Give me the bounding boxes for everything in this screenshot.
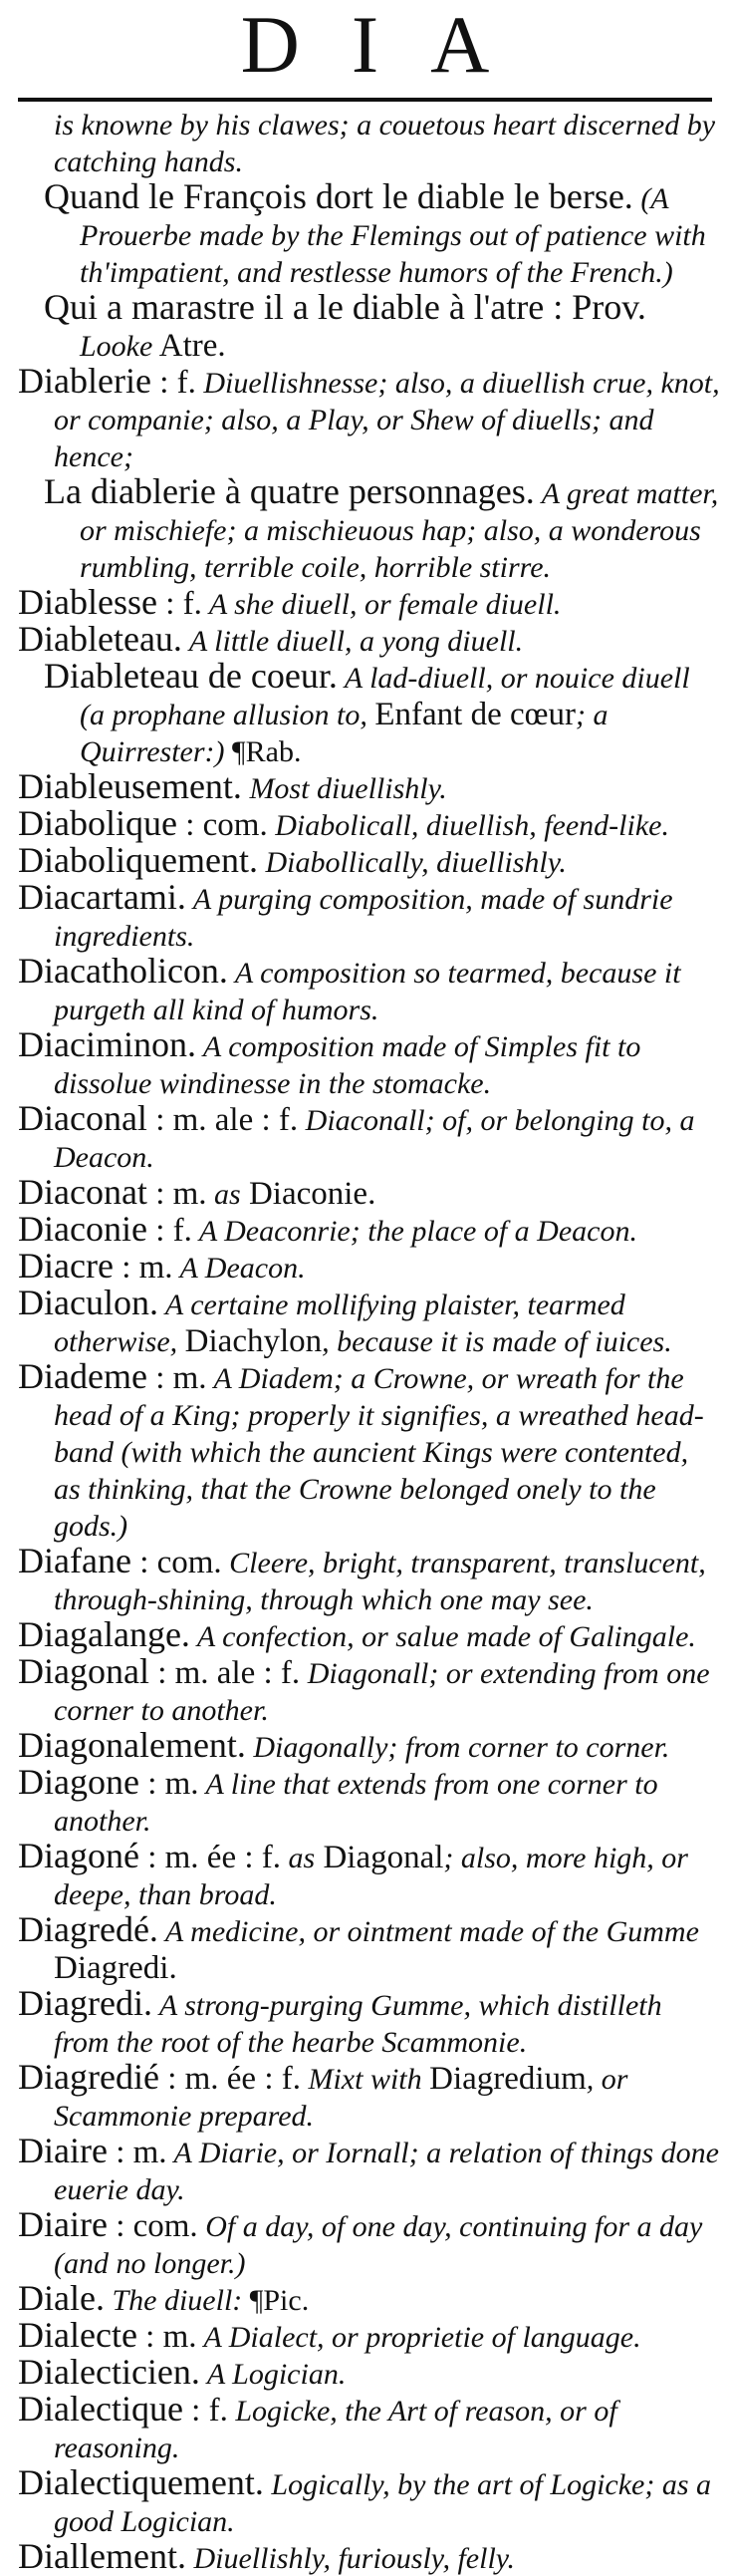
headword: Dialecticien. <box>18 2352 200 2392</box>
dictionary-entry <box>18 2536 720 2576</box>
page-header: DIA <box>240 0 542 90</box>
dictionary-entry <box>18 1541 720 1617</box>
headword: Diagredié <box>18 2057 159 2097</box>
definition-text-continued: ; also, more high, or deepe, than broad. <box>54 1842 688 1911</box>
headword: Diaciminon. <box>18 1024 196 1064</box>
headword: Diableusement. <box>18 766 242 806</box>
definition-text: A medicine, or ointment made of the Gumme <box>157 1915 699 1948</box>
headword: Diablerie <box>18 361 151 401</box>
grammar-label: : m. <box>107 2135 167 2170</box>
definition-text: A Logician. <box>199 2358 347 2391</box>
continuation-entry <box>18 106 720 179</box>
dictionary-entry <box>18 840 720 880</box>
definition-text: A Dialect, or proprietie of language. <box>196 2321 641 2354</box>
grammar-label: : f. <box>146 1213 192 1249</box>
headword: Diagoné <box>18 1836 139 1875</box>
definition-text: Looke <box>80 330 153 363</box>
dictionary-entry <box>18 1356 720 1544</box>
sub-entry <box>18 656 720 769</box>
definition-text: A strong-purging Gumme, which distilleth from the root of the hearbe Scammonie. <box>54 1989 662 2059</box>
grammar-label: : com. <box>176 807 268 843</box>
headword: Diagonal <box>18 1651 149 1691</box>
definition-text: A Deaconrie; the place of a Deacon. <box>191 1215 637 1248</box>
sub-entry <box>18 176 720 290</box>
definition-text: A composition so tearmed, because it purgeth all kind of humors. <box>54 957 681 1026</box>
definition-text: as <box>206 1178 241 1211</box>
headword: Diableteau de coeur. <box>44 656 338 696</box>
definition-text: A line that extends from one corner to another. <box>54 1768 658 1838</box>
grammar-label: : f. <box>182 2393 228 2429</box>
headword: Diacre <box>18 1246 114 1286</box>
grammar-label: : m. <box>113 1250 173 1286</box>
grammar-label: : m. <box>146 1176 207 1212</box>
headword: Diaculon. <box>18 1283 158 1322</box>
grammar-label: : com. <box>107 2208 198 2244</box>
dictionary-entry <box>18 1909 720 1986</box>
grammar-label: : m. <box>136 2319 197 2355</box>
definition-text: Diaconall; of, or belonging to, a Deacon. <box>54 1104 695 1174</box>
dictionary-entry <box>18 1614 720 1654</box>
dictionary-entry <box>18 1172 720 1212</box>
definition-text: A great matter, or mischiefe; a mischieuous hap; also, a wonderous rumbling, terrible coile, horrible stirre. <box>80 477 719 584</box>
grammar-label: : f. <box>150 365 196 401</box>
dictionary-entry <box>18 1836 720 1912</box>
headword: Diablesse <box>18 582 157 622</box>
cross-reference: Diagonal <box>315 1840 444 1875</box>
definition-text: A Diadem; a Crowne, or wreath for the head of a King; properly it signifies, a wreathed head-band (with which the auncient Kings were contented, as thinking, that the Crowne belonged onely to the gods.) <box>54 1362 704 1543</box>
definition-text: as <box>281 1842 316 1874</box>
cross-reference: Atre. <box>152 328 226 364</box>
definition-text: A Deacon. <box>172 1252 306 1285</box>
definition-text: Diabolicall, diuellish, feend-like. <box>267 809 669 842</box>
dictionary-entries <box>0 102 730 2576</box>
headword: Diallement. <box>18 2536 186 2576</box>
headword: Diaire <box>18 2131 108 2170</box>
grammar-label: : m. <box>146 1360 207 1396</box>
headword: Diafane <box>18 1541 131 1580</box>
headword: Diableteau. <box>18 619 182 659</box>
dictionary-entry <box>18 766 720 806</box>
grammar-label: : m. ale : f. <box>148 1655 301 1691</box>
cross-reference: Enfant de cœur <box>374 697 576 732</box>
definition-text: A Diarie, or Iornall; a relation of things done euerie day. <box>54 2137 719 2206</box>
headword: Diagonalement. <box>18 1725 246 1765</box>
definition-text: A lad-diuell, or nouice diuell (a prophane allusion to, <box>80 662 690 731</box>
dictionary-entry <box>18 1098 720 1175</box>
headword: Diaboliquement. <box>18 840 258 880</box>
grammar-label: : com. <box>130 1545 222 1580</box>
cross-reference: Diagredi. <box>54 1950 177 1986</box>
headword: Diabolique <box>18 803 177 843</box>
definition-text: A purging composition, made of sundrie ingredients. <box>54 883 673 953</box>
dictionary-entry <box>18 1983 720 2060</box>
definition-text: Cleere, bright, transparent, translucent, through-shining, through which one may see. <box>54 1547 706 1616</box>
dictionary-entry <box>18 1283 720 1359</box>
dictionary-entry <box>18 2352 720 2392</box>
headword: Diale. <box>18 2278 105 2318</box>
dictionary-entry <box>18 619 720 659</box>
definition-text: The diuell: <box>104 2284 243 2317</box>
definition-text: Logicke, the Art of reason, or of reasoning. <box>54 2395 617 2464</box>
definition-text: A certaine mollifying plaister, tearmed otherwise, <box>54 1288 625 1358</box>
dictionary-entry <box>18 1209 720 1249</box>
definition-text: A she diuell, or female diuell. <box>201 588 562 621</box>
definition-text: Of a day, of one day, continuing for a day (and no longer.) <box>54 2210 703 2280</box>
definition-text: Diuellishnesse; also, a diuellish crue, knot, or companie; also, a Play, or Shew of diuells; and hence; <box>54 367 720 473</box>
definition-text: A composition made of Simples fit to dissolue windinesse in the stomacke. <box>54 1030 641 1100</box>
dictionary-entry <box>18 2204 720 2281</box>
grammar-label: : m. ale : f. <box>146 1102 299 1138</box>
dictionary-entry <box>18 1246 720 1286</box>
cross-reference: Diagredium <box>429 2061 587 2097</box>
dictionary-entry <box>18 2057 720 2134</box>
definition-text: Mixt with <box>300 2063 430 2096</box>
headword: Diaconal <box>18 1098 147 1138</box>
definition-text: Diabollically, diuellishly. <box>257 846 567 879</box>
definition-text: (A Prouerbe made by the Flemings out of patience with th'impatient, and restlesse humors of the French.) <box>80 182 706 289</box>
definition-text: Diagonally; from corner to corner. <box>245 1731 670 1764</box>
definition-text: Diagonall; or extending from one corner to another. <box>54 1657 710 1727</box>
definition-text-continued: , or Scammonie prepared. <box>54 2063 628 2133</box>
headword: Diacatholicon. <box>18 951 228 991</box>
definition-text-continued: , because it is made of iuices. <box>322 1325 672 1358</box>
headword: Dialectique <box>18 2389 183 2429</box>
sub-entry <box>18 287 720 364</box>
grammar-label: : m. ée : f. <box>158 2061 301 2097</box>
headword: Diademe <box>18 1356 147 1396</box>
dictionary-entry <box>18 2315 720 2355</box>
definition-text-continued: ; a Quirrester:) <box>80 699 608 768</box>
headword: Quand le François dort le diable le berse. <box>44 176 633 216</box>
sub-entry <box>18 471 720 585</box>
cross-reference: Diachylon <box>184 1323 323 1359</box>
grammar-label: : m. <box>138 1766 199 1802</box>
grammar-label: : m. ée : f. <box>138 1840 282 1875</box>
dictionary-entry <box>18 2131 720 2207</box>
source-mark: ¶Pic. <box>242 2284 310 2317</box>
headword: Diagredi. <box>18 1983 152 2023</box>
dictionary-entry <box>18 582 720 622</box>
definition-text: A confection, or salue made of Galingale. <box>189 1620 696 1653</box>
definition-text: is knowne by his clawes; a couetous heart discerned by catching hands. <box>54 109 716 178</box>
headword: Diacartami. <box>18 877 186 917</box>
definition-text: Diuellishly, furiously, felly. <box>185 2542 515 2575</box>
definition-text: Most diuellishly. <box>241 772 447 805</box>
dictionary-entry <box>18 951 720 1027</box>
headword: Qui a marastre il a le diable à l'atre : Prov. <box>44 287 646 327</box>
source-mark: ¶Rab. <box>224 735 302 768</box>
definition-text: A little diuell, a yong diuell. <box>181 625 524 658</box>
headword: Dialectiquement. <box>18 2462 264 2502</box>
dictionary-entry <box>18 1651 720 1728</box>
headword: La diablerie à quatre personnages. <box>44 471 535 511</box>
headword: Diaconie <box>18 1209 147 1249</box>
dictionary-entry <box>18 1725 720 1765</box>
dictionary-entry <box>18 2389 720 2465</box>
headword: Dialecte <box>18 2315 137 2355</box>
dictionary-entry <box>18 1024 720 1101</box>
headword: Diagone <box>18 1762 139 1802</box>
headword: Diagalange. <box>18 1614 190 1654</box>
dictionary-entry <box>18 2462 720 2539</box>
dictionary-entry <box>18 2278 720 2318</box>
dictionary-entry <box>18 1762 720 1839</box>
headword: Diagredé. <box>18 1909 158 1949</box>
dictionary-entry <box>18 803 720 843</box>
grammar-label: : f. <box>156 586 202 622</box>
dictionary-entry <box>18 361 720 474</box>
dictionary-entry <box>18 877 720 954</box>
cross-reference: Diaconie. <box>240 1176 376 1212</box>
definition-text: Logically, by the art of Logicke; as a good Logician. <box>54 2468 712 2538</box>
headword: Diaire <box>18 2204 108 2244</box>
headword: Diaconat <box>18 1172 147 1212</box>
